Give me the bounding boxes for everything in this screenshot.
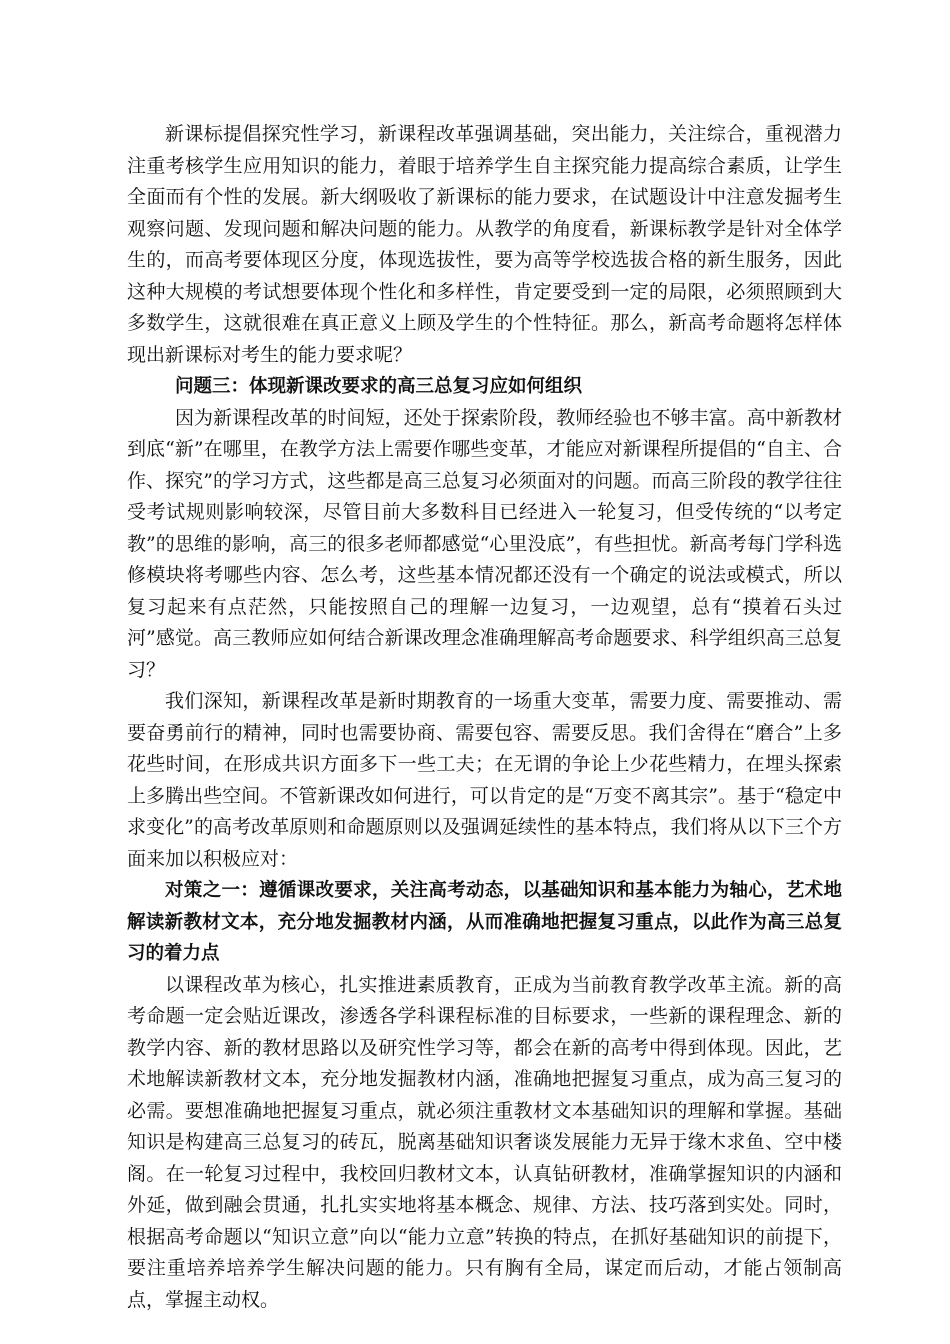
document-body [127, 119, 842, 1316]
strategy-heading-one: 对策之一：遵循课改要求，关注高考动态，以基础知识和基本能力为轴心，艺术地解读新教材文本，充分地发掘教材内涵，从而准确地把握复习重点，以此作为高三总复习的着力点 [127, 880, 842, 964]
paragraph-problem-description: 因为新课程改革的时间短，还处于探索阶段，教师经验也不够丰富。高中新教材到底“新”在哪里，在教学方法上需要作哪些变革，才能应对新课程所提倡的“自主、合作、探究”的学习方式，这些都是高三总复习必须面对的问题。而高三阶段的教学往往受考试规则影响较深，尽管目前大多数科目已经进入一轮复习，但受传统的“以考定教”的思维的影响，高三的很多老师都感觉“心里没底”，有些担忧。新高考每门学科选修模块将考哪些内容、怎么考，这些基本情况都还没有一个确定的说法或模式，所以复习起来有点茫然，只能按照自己的理解一边复习，一边观望，总有“摸着石头过河”感觉。高三教师应如何结合新课改理念准确理解高考命题要求、科学组织高三总复习？ [127, 406, 842, 681]
paragraph-strategy-one-detail: 以课程改革为核心，扎实推进素质教育，正成为当前教育教学改革主流。新的高考命题一定会贴近课改，渗透各学科课程标准的目标要求，一些新的课程理念、新的教学内容、新的教材思路以及研究性学习等，都会在新的高考中得到体现。因此，艺术地解读新教材文本，充分地发掘教材内涵，准确地把握复习重点，成为高三复习的必需。要想准确地把握复习重点，就必须注重教材文本基础知识的理解和掌握。基础知识是构建高三总复习的砖瓦，脱离基础知识奢谈发展能力无异于缘木求鱼、空中楼阁。在一轮复习过程中，我校回归教材文本，认真钻研教材，准确掌握知识的内涵和外延，做到融会贯通，扎扎实实地将基本概念、规律、方法、技巧落到实处。同时，根据高考命题以“知识立意”向以“能力立意”转换的特点，在抓好基础知识的前提下，要注重培养培养学生解决问题的能力。只有胸有全局，谋定而后动，才能占领制高点，掌握主动权。 [127, 973, 842, 1311]
paragraph-reform-attitude: 我们深知，新课程改革是新时期教育的一场重大变革，需要力度、需要推动、需要奋勇前行的精神，同时也需要协商、需要包容、需要反思。我们舍得在“磨合”上多花些时间，在形成共识方面多下一些工夫；在无谓的争论上少花些精力，在埋头探索上多腾出些空间。不管新课改如何进行，可以肯定的是“万变不离其宗”。基于“稳定中求变化”的高考改革原则和命题原则以及强调延续性的基本特点，我们将从以下三个方面来加以积极应对： [127, 690, 842, 870]
paragraph-intro: 新课标提倡探究性学习，新课程改革强调基础，突出能力，关注综合，重视潜力注重考核学生应用知识的能力，着眼于培养学生自主探究能力提高综合素质，让学生全面而有个性的发展。新大纲吸收了新课标的能力要求，在试题设计中注意发掘考生观察问题、发现问题和解决问题的能力。从教学的角度看，新课标教学是针对全体学生的，而高考要体现区分度，体现选拔性，要为高等学校选拔合格的新生服务，因此这种大规模的考试想要体现个性化和多样性，肯定要受到一定的局限，必须照顾到大多数学生，这就很难在真正意义上顾及学生的个性特征。那么，新高考命题将怎样体现出新课标对考生的能力要求呢？ [127, 123, 842, 366]
section-heading-question-three: 问题三：体现新课改要求的高三总复习应如何组织 [175, 376, 583, 397]
